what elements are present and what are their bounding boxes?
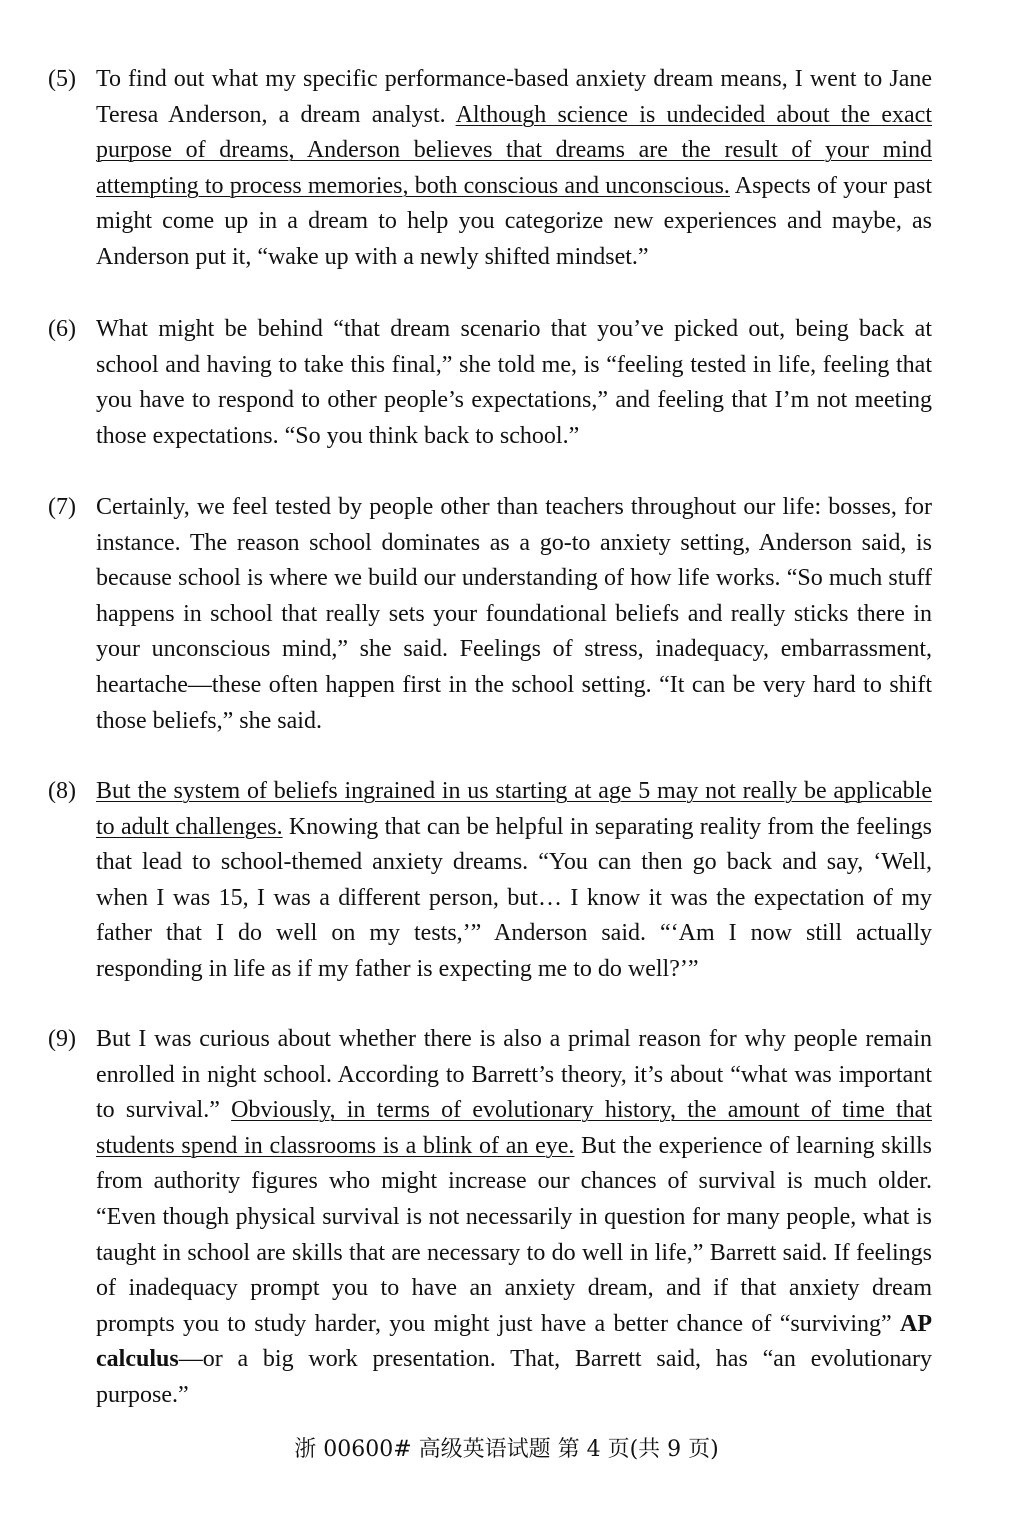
paragraph-number: (5) bbox=[48, 66, 76, 92]
paragraph-7 bbox=[48, 490, 932, 739]
paragraph-number: (9) bbox=[48, 1026, 76, 1052]
underlined-sentence: Although science is undecided about the exact purpose of dreams, Anderson believes that dreams are the result of your mind attempting to process memories, both conscious and unconscious. bbox=[96, 101, 932, 199]
paragraph-text bbox=[96, 62, 932, 276]
paragraph-text bbox=[96, 1022, 932, 1414]
text-segment: To find out what my specific performance-based anxiety dream means, I went to Jane Teresa Anderson, a dream analyst. bbox=[96, 66, 932, 128]
text-segment: Knowing that can be helpful in separating reality from the feelings that lead to school-themed anxiety dreams. “You can then go back and say, ‘Well, when I was 15, I was a different person, but… I know it was the expectation of my father that I do well on my tests,’” Anderson said. “‘Am I now still actually responding in life as if my father is expecting me to do well?’” bbox=[96, 813, 933, 982]
underlined-sentence: But the system of beliefs ingrained in us starting at age 5 may not really be applicable to adult challenges. bbox=[96, 778, 932, 840]
text-segment: What might be behind “that dream scenario that you’ve picked out, being back at school and having to take this final,” she told me, is “feeling tested in life, feeling that you have to respond to other people’s expectations,” and feeling that I’m not meeting those expectations. “So you think back to school.” bbox=[96, 316, 932, 449]
paragraph-text bbox=[96, 490, 932, 739]
paragraph-9 bbox=[48, 1022, 932, 1414]
paragraph-number: (6) bbox=[48, 316, 76, 342]
paragraph-text bbox=[96, 774, 932, 988]
text-segment: Certainly, we feel tested by people other than teachers throughout our life: bosses, for instance. The reason school dominates as a go-to anxiety setting, Anderson said, is because school is where we build our understanding of how life works. “So much stuff happens in school that really sets your foundational beliefs and really sticks there in your unconscious mind,” she said. Feelings of stress, inadequacy, embarrassment, heartache—these often happen first in the school setting. “It can be very hard to shift those beliefs,” she said. bbox=[96, 494, 932, 734]
paragraph-number: (8) bbox=[48, 778, 76, 804]
text-segment: Aspects of your past might come up in a dream to help you categorize new experiences and maybe, as Anderson put it, “wake up with a newly shifted mindset.” bbox=[96, 172, 932, 270]
text-segment: But the experience of learning skills from authority figures who might increase our chances of survival is much older. “Even though physical survival is not necessarily in question for many people, what is taught in school are skills that are necessary to do well in life,” Barrett said. If feelings of inadequacy prompt you to have an anxiety dream, and if that anxiety dream prompts you to study harder, you might just have a better chance of “surviving” bbox=[96, 1132, 932, 1337]
paragraph-text bbox=[96, 312, 932, 454]
paragraph-number: (7) bbox=[48, 494, 76, 520]
paragraph-8 bbox=[48, 774, 932, 988]
paragraph-6 bbox=[48, 312, 932, 454]
bold-term: AP calculus bbox=[96, 1310, 932, 1373]
page-footer: 浙 00600# 高级英语试题 第 4 页(共 9 页) bbox=[294, 1437, 719, 1462]
paragraph-5 bbox=[48, 62, 932, 276]
text-segment: But I was curious about whether there is also a primal reason for why people remain enrolled in night school. According to Barrett’s theory, it’s about “what was important to survival.” bbox=[96, 1026, 932, 1124]
text-segment: —or a big work presentation. That, Barrett said, has “an evolutionary purpose.” bbox=[96, 1346, 932, 1408]
underlined-sentence: Obviously, in terms of evolutionary history, the amount of time that students spend in classrooms is a blink of an eye. bbox=[96, 1097, 932, 1159]
